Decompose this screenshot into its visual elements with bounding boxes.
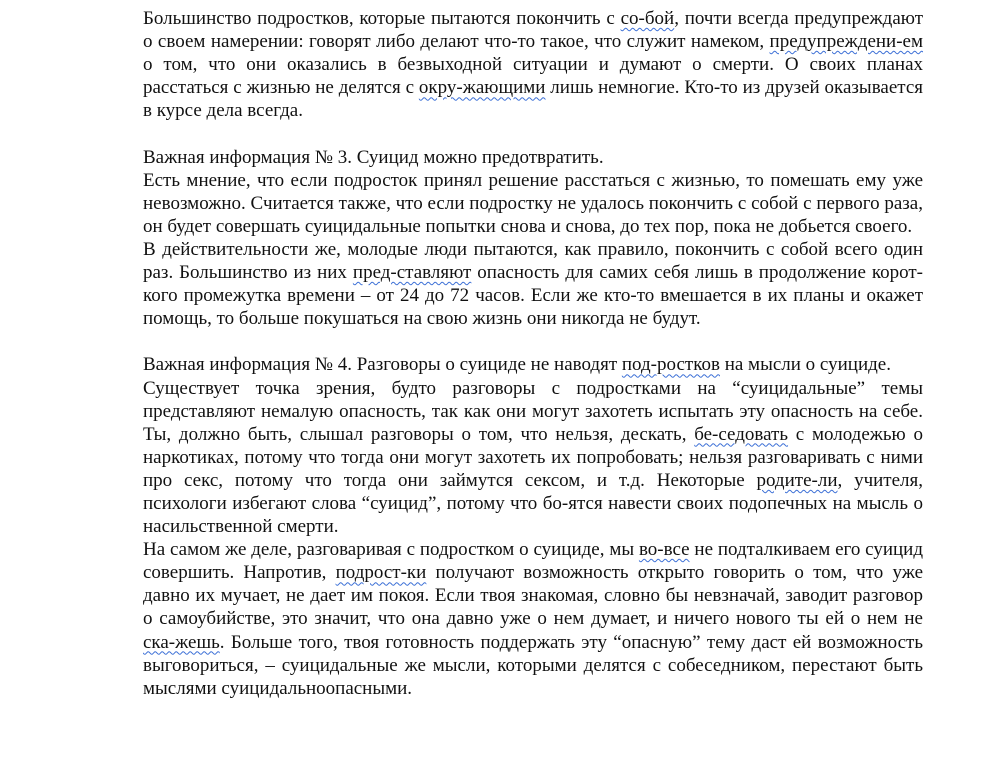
text-run: Важная информация № 4. Разговоры о суициде не наводят <box>143 354 622 376</box>
paragraph-reality-3 <box>143 238 923 330</box>
spellcheck-flagged-word: родите-ли <box>756 469 838 491</box>
spellcheck-flagged-word: пред-ставляют <box>352 262 472 284</box>
text-run: . Больше того, твоя готовность поддержать эту “опасную” тему даст ей возможность выговориться, – суицидальные же мысли, которыми делятся с собеседником, перестают быть мыслями суицидальноопасными. <box>143 631 923 699</box>
spellcheck-flagged-word: предупреждени-ем <box>769 31 923 53</box>
document-page <box>143 7 923 700</box>
paragraph-myth-3 <box>143 169 923 238</box>
spellcheck-flagged-word: подрост-ки <box>335 562 427 584</box>
spellcheck-flagged-word: во-все <box>638 539 690 561</box>
heading-info-3 <box>143 146 923 169</box>
text-run: На самом же деле, разговаривая с подростком о суициде, мы <box>143 539 639 561</box>
text-run: лишь немногие. Кто-то из друзей оказывается в курсе дела всегда. <box>143 77 923 122</box>
text-run: Есть мнение, что если подросток принял решение расстаться с жизнью, то помешать ему уже невозможно. Считается также, что если подростку не удалось покончить с собой с первого раза, он будет совершать суицидальные попытки снова и снова, до тех пор, пока не добьется своего. <box>143 169 923 237</box>
text-run: получают возможность открыто говорить о том, что уже давно их мучает, не дает им покоя. Если твоя знакомая, словно бы невзначай, заводит разговор о самоубийстве, это значит, что она давно уже о нем думает, и ничего нового ты ей о нем не <box>143 562 924 630</box>
paragraph-warning-signs <box>143 7 923 122</box>
blank-line <box>143 122 923 145</box>
text-run: , почти всегда предупреждают о своем намерении: говорят либо делают что-то такое, что служит намеком, <box>143 8 924 53</box>
text-run: В действительности же, молодые люди пытаются, как правило, покончить с собой всего один раз. Большинство из них <box>143 238 923 284</box>
text-run: о том, что они оказались в безвыходной ситуации и думают о смерти. О своих планах расстаться с жизнью не делятся с <box>143 54 923 99</box>
paragraph-reality-4 <box>143 538 923 700</box>
text-run: , учителя, психологи избегают слова “суицид”, потому что бо-ятся навести своих подопечных на мысль о насильственной смерти. <box>143 469 924 538</box>
text-run: Важная информация № 3. Суицид можно предотвратить. <box>143 146 604 168</box>
spellcheck-flagged-word: бе-седовать <box>694 423 789 445</box>
text-run: не подталкиваем его суицид совершить. Напротив, <box>143 539 924 584</box>
spellcheck-flagged-word: со-бой <box>620 8 675 29</box>
blank-line <box>143 330 923 353</box>
text-run: Существует точка зрения, будто разговоры с подростками на “суицидальные” темы представляют немалую опасность, так как они могут захотеть испытать эту опасность на себе. Ты, должно быть, слышал разговоры о том, что нельзя, дескать, <box>143 377 923 445</box>
spellcheck-flagged-word: окру-жающими <box>418 77 546 99</box>
paragraph-myth-4 <box>143 377 923 539</box>
spellcheck-flagged-word: под-ростков <box>621 354 720 376</box>
text-run: Большинство подростков, которые пытаются покончить с <box>143 8 621 29</box>
text-run: опасность для самих себя лишь в продолжение корот-кого промежутка времени – от 24 до 72 часов. Если же кто-то вмешается в их планы и окажет помощь, то больше покушаться на свою жизнь они никогда не будут. <box>143 262 923 330</box>
text-run: на мысли о суициде. <box>719 354 891 376</box>
spellcheck-flagged-word: ска-жешь <box>143 631 220 653</box>
text-run: с молодежью о наркотиках, потому что тогда они могут захотеть их попробовать; нельзя разговаривать с ними про секс, потому что тогда они займутся сексом, и т.д. Некоторые <box>143 423 924 491</box>
heading-info-4 <box>143 353 923 376</box>
